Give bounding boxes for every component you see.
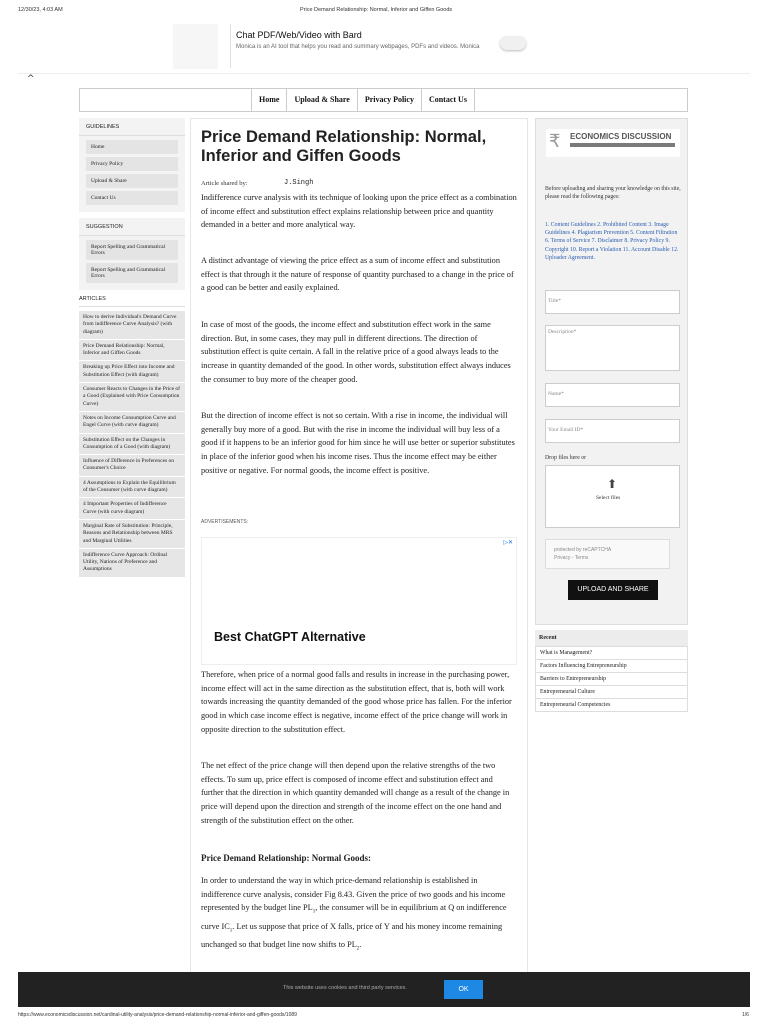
guideline-upload-share[interactable]: Upload & Share [86, 174, 178, 188]
ad-description: Monica is an AI tool that helps you read and summary webpages, PDFs and videos. Monica [236, 44, 480, 50]
recaptcha-text: protected by reCAPTCHA [554, 547, 612, 553]
description-textarea[interactable]: Description* [545, 325, 680, 371]
ad-toggle[interactable] [500, 36, 526, 50]
recent-item[interactable]: Entrepreneurial Culture [535, 686, 688, 699]
article-link[interactable]: Influence of Difference in Preferences on Consumer's Choice [79, 455, 185, 476]
rupee-logo-icon: ₹ [549, 131, 561, 152]
ad-image [173, 24, 218, 69]
select-files[interactable]: Select files [596, 495, 621, 501]
nav-home[interactable]: Home [251, 89, 286, 111]
top-nav [79, 88, 688, 112]
inline-ad-text[interactable]: Best ChatGPT Alternative [214, 630, 366, 644]
cookie-text: This website uses cookies and third party services. [283, 985, 407, 991]
guideline-home[interactable]: Home [86, 140, 178, 154]
article-link[interactable]: Price Demand Relationship: Normal, Inferior and Giffen Goods [79, 340, 185, 361]
article-paragraph: Therefore, when price of a normal good falls and results in increase in the purchasing power, income effect will act in the same direction as the substitution effect, that is, both will work towards increasing the quantity demanded of the good whose price has fallen. For the inferior good in which case income effect is negative, income effect of the price change will work in opposite direction to the substitution effect. [201, 670, 512, 734]
recent-posts [535, 630, 688, 712]
guideline-privacy-policy[interactable]: Privacy Policy [86, 157, 178, 171]
page-title: Price Demand Relationship: Normal, Inferior and Giffen Goods [201, 128, 487, 165]
author-name[interactable]: J.Singh [284, 179, 314, 187]
datetime: 12/30/23, 4:03 AM [18, 7, 63, 13]
article-paragraph: In case of most of the goods, the income effect and substitution effect work in the same direction. But, in some cases, they may pull in different directions. The direction of substitution effect is quite certain. A fall in the relative price of a good always leads to the increase in quantity demanded of the good. In other words, substitution effect always induces the consumer to buy more of the cheaper good. [201, 320, 511, 384]
article-link[interactable]: Breaking up Price Effect into Income and Substitution Effect (with diagram) [79, 361, 185, 382]
article-paragraph: But the direction of income effect is not so certain. With a rise in income, the individual will generally buy more of a good. But with the rise in income the individual will buy less of a good if it happens to be an inferior good for him since he will use better or superior substitutes in place of the inferior good when his income rises. Thus the income effect may be either positive or negative. For normal goods, the income effect is positive. [201, 411, 515, 475]
upload-and-share-button[interactable]: UPLOAD AND SHARE [568, 580, 658, 600]
title-input[interactable]: Title* [545, 290, 680, 314]
advertisements-label: ADVERTISEMENTS: [201, 519, 249, 525]
browser-header [0, 0, 768, 18]
recent-item[interactable]: Entrepreneurial Competencies [535, 699, 688, 712]
recaptcha-links[interactable]: Privacy - Terms [554, 555, 589, 561]
suggestion-item[interactable]: Report Spelling and Grammatical Errors [86, 240, 178, 260]
ad-divider [230, 24, 231, 68]
upload-sidebar [535, 118, 688, 625]
cookie-bar [18, 972, 750, 1007]
shared-by-label: Article shared by: [201, 180, 248, 187]
recent-heading: Recent [535, 630, 688, 647]
article-link[interactable]: 4 Important Properties of Indifference Curve (with curve diagram) [79, 498, 185, 519]
suggestion-heading: SUGGESTION [79, 218, 185, 236]
file-drop-zone[interactable] [545, 465, 680, 528]
nav-upload-share[interactable]: Upload & Share [286, 89, 356, 111]
name-input[interactable]: Name* [545, 383, 680, 407]
cookie-ok-button[interactable]: OK [444, 980, 483, 999]
recaptcha[interactable] [545, 539, 670, 569]
recent-item[interactable]: Barriers to Entrepreneurship [535, 673, 688, 686]
print-footer [0, 1010, 768, 1024]
upload-intro: Before uploading and sharing your knowledge on this site, please read the following pages: [545, 186, 681, 201]
page-url: https://www.economicsdiscussion.net/cardinal-utility-analysis/price-demand-relationship-normal-inferior-and-giffen-goods/1089 [18, 1012, 297, 1018]
article-paragraph: A distinct advantage of viewing the price effect as a sum of income effect and substitution effect is that through it the nature of response of quantity purchased to a change in the price of a good can be better and easily explained. [201, 256, 514, 293]
guideline-links[interactable]: 1. Content Guidelines 2. Prohibited Content 3. Image Guidelines 4. Plagiarism Prevention 5. Content Filtration 6. Terms of Service 7. Disclaimer 8. Privacy Policy 9. Copyright 10. Report a Violation 11. Account Disable 12. Uploader Agreement. [545, 222, 679, 261]
article-link[interactable]: 4 Assumptions to Explain the Equilibrium of the Consumer (with curve diagram) [79, 477, 185, 498]
recent-item[interactable]: What is Management? [535, 647, 688, 660]
articles-heading: ARTICLES [79, 290, 185, 307]
upload-icon: ⬆ [607, 477, 618, 491]
email-input[interactable]: Your Email ID* [545, 419, 680, 443]
ad-banner[interactable] [18, 18, 750, 74]
logo-text: ECONOMICS DISCUSSION [570, 132, 672, 141]
article-link[interactable]: Consumer Reacts to Changes in the Price of a Good (Explained with Price Consumption Curve) [79, 383, 185, 411]
guidelines-heading: GUIDELINES [79, 118, 185, 136]
recent-item[interactable]: Factors Influencing Entrepreneurship [535, 660, 688, 673]
site-logo[interactable] [546, 129, 680, 157]
article-paragraph: The net effect of the price change will then depend upon the relative strengths of the two effects. To sum up, price effect is composed of income effect and substitution effect and further that the direction in which quantity demanded will change as a result of the change in price will depend upon the direction and strength of the income effect on the one hand and strength of the substitution effect on the other. [201, 761, 510, 825]
left-sidebar [79, 118, 185, 578]
section-heading: Price Demand Relationship: Normal Goods: [201, 853, 371, 863]
article-link[interactable]: Marginal Rate of Substitution: Principle, Reasons and Relationship between MRS and Marginal Utilities [79, 520, 185, 548]
ad-title[interactable]: Chat PDF/Web/Video with Bard [236, 30, 362, 40]
nav-contact-us[interactable]: Contact Us [421, 89, 475, 111]
article-link[interactable]: Indifference Curve Approach: Ordinal Utility, Nations of Preference and Assumptions [79, 549, 185, 577]
page-count: 1/6 [742, 1012, 749, 1018]
nav-privacy-policy[interactable]: Privacy Policy [357, 89, 421, 111]
suggestion-item[interactable]: Report Spelling and Grammatical Errors [86, 263, 178, 283]
guideline-contact-us[interactable]: Contact Us [86, 191, 178, 205]
article-paragraph: Indifference curve analysis with its technique of looking upon the price effect as a combination of income effect and substitution effect explains relationship between price and quantity demanded in a better and more analytical way. [201, 193, 517, 230]
drop-label: Drop files here or [545, 455, 587, 461]
article-link[interactable]: Substitution Effect on the Changes in Consumption of a Good (with diagram) [79, 434, 185, 455]
article-paragraph: In order to understand the way in which price-demand relationship is established in indifference curve analysis, consider Fig 8.43. Given the price of two goods and his income represented by the budget line $PL_1$, the consumer will be in equilibrium at Q on indifference curve $IC_1$. Let us suppose that price of X falls, price of Y and his money income remaining unchanged so that budget line now shifts to $PL_2$. [201, 876, 507, 952]
ad-choices-icon[interactable]: ▷✕ [503, 539, 513, 546]
article-link[interactable]: Notes on Income Consumption Curve and Engel Curve (with curve diagram) [79, 412, 185, 433]
inline-ad[interactable] [201, 537, 517, 665]
article-link[interactable]: How to derive Individual's Demand Curve from indifference Curve Analysis? (with diagram) [79, 311, 185, 339]
collapse-caret-icon[interactable]: ^ [27, 74, 35, 84]
tab-title: Price Demand Relationship: Normal, Inferior and Giffen Goods [300, 7, 453, 13]
logo-tagline-bar [570, 143, 675, 147]
